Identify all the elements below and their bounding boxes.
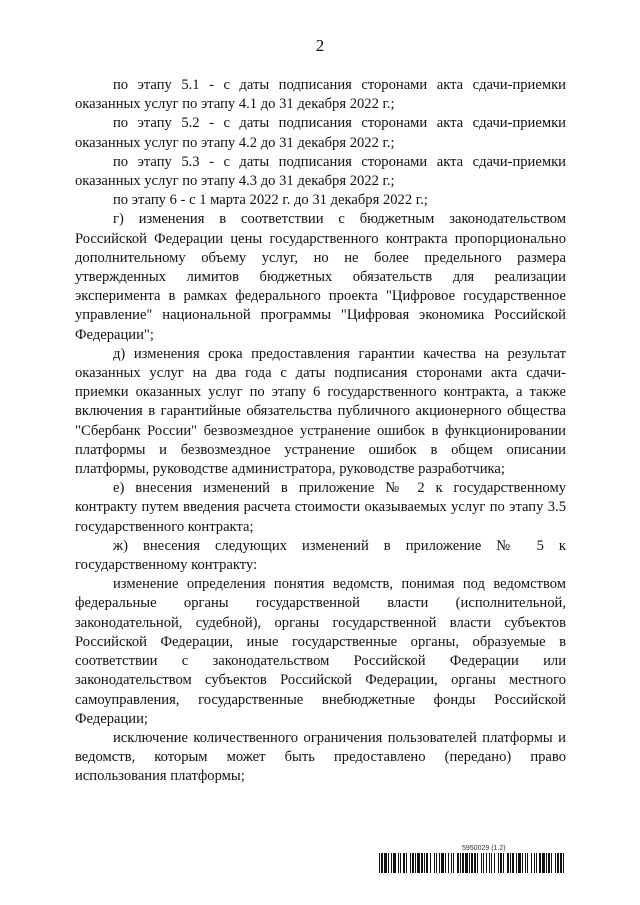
paragraph-stage-5-3: по этапу 5.3 - с даты подписания сторонами акта сдачи-приемки оказанных услуг по этапу 4.3 до 31 декабря 2022 г.; [75,153,566,190]
paragraph-stage-5-2: по этапу 5.2 - с даты подписания сторонами акта сдачи-приемки оказанных услуг по этапу 4.2 до 31 декабря 2022 г.; [75,115,566,151]
paragraph-item-zh: ж) внесения следующих изменений в приложение № 5 к государственному контракту: [75,537,566,574]
paragraph-departments-definition: изменение определения понятия ведомств, понимая под ведомством федеральные органы государственной власти (исполнительной, законодательной, судебной), органы государственной власти субъектов Российской Федерации, иные государственные органы, образуемые в соответствии с законодательством Российской Федерации или законодательством субъектов Российской Федерации, органы местного самоуправления, государственные внебюджетные фонды Российской Федерации; [75,576,566,727]
barcode [379,853,566,873]
paragraph-item-e: е) внесения изменений в приложение № 2 к государственному контракту путем введения расчета стоимости оказываемых услуг по этапу 3.5 государственного контракта; [75,480,566,535]
document-code: 5950029 (1.2) [462,845,506,852]
paragraph-stage-6: по этапу 6 - с 1 марта 2022 г. до 31 декабря 2022 г.; [113,192,428,209]
paragraph-item-g: г) изменения в соответствии с бюджетным законодательством Российской Федерации цены государственного контракта пропорционально дополнительному объему услуг, но не более предельного размера утвержденных лимитов бюджетных обязательств для реализации эксперимента в рамках федерального проекта "Цифровое государственное управление" национальной программы "Цифровая экономика Российской Федерации"; [75,211,566,343]
paragraph-item-d: д) изменения срока предоставления гарантии качества на результат оказанных услуг на два года с даты подписания сторонами акта сдачи-приемки оказанных услуг по этапу 6 государственного контракта, а также включения в гарантийные обязательства публичного акционерного общества "Сбербанк России" безвозмездное устранение ошибок в функционировании платформы и безвозмездное устранение ошибок в общем описании платформы, руководстве администратора, руководстве разработчика; [75,345,566,478]
page-number: 2 [315,36,325,55]
paragraph-stage-5-1: по этапу 5.1 - с даты подписания сторонами акта сдачи-приемки оказанных услуг по этапу 4.1 до 31 декабря 2022 г.; [75,77,566,113]
document-body [75,76,566,787]
paragraph-user-limit: исключение количественного ограничения пользователей платформы и ведомств, которым может быть предоставлено (передано) право использования платформы; [75,729,566,785]
